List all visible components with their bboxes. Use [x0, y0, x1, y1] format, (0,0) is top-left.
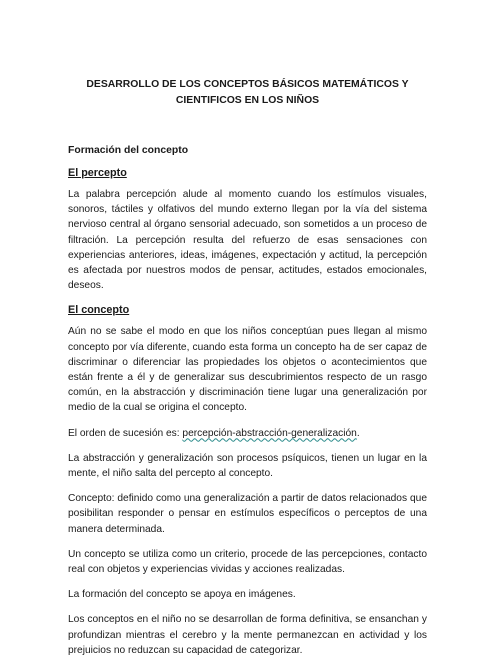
sequence-paragraph — [68, 426, 427, 441]
concepto-paragraph-1: Aún no se sabe el modo en que los niños conceptúan pues llegan al mismo concepto por vía diferente, cuando esta forma un concepto ha de ser capaz de discriminar o diferenciar las propiedades los objetos o acontecimientos que están frente a él y de generalizar sus descubrimientos respecto de un rasgo común, en la abstracción y discriminación tiene lugar una generalización por medio de la cual se origina el concepto. — [68, 326, 427, 414]
percepto-paragraph: La palabra percepción alude al momento cuando los estímulos visuales, sonoros, táctiles y olfativos del mundo externo llegan por la vía del sistema nervioso central al órgano sensorial adecuado, son sometidos a un proceso de filtración. La percepción resulta del refuerzo de esas sensaciones con experiencias anteriores, ideas, imágenes, expectación y actitud, la percepción es afectada por nuestros modos de pensar, actitudes, estados emocionales, deseos. — [68, 189, 427, 292]
section-title: Formación del concepto — [68, 145, 189, 156]
concepto-paragraph-3: Concepto: definido como una generalización a partir de datos relacionados que posibilitan responder o pensar en estímulos específicos o perceptos de una manera determinada. — [68, 493, 427, 535]
sequence-suffix: . — [356, 427, 360, 439]
concepto-paragraph-5: La formación del concepto se apoya en imágenes. — [68, 589, 296, 601]
concepto-heading: El concepto — [68, 304, 130, 317]
concepto-paragraph-4: Un concepto se utiliza como un criterio, procede de las percepciones, contacto real con objetos y experiencias vividas y acciones realizadas. — [68, 548, 427, 576]
concepto-paragraph-2: La abstracción y generalización son procesos psíquicos, tienen un lugar en la mente, el niño salta del percepto al concepto. — [68, 452, 427, 480]
document-title: DESARROLLO DE LOS CONCEPTOS BÁSICOS MATEMÁTICOS Y CIENTIFICOS EN LOS NIÑOS — [86, 79, 409, 106]
concepto-paragraph-6: Los conceptos en el niño no se desarrollan de forma definitiva, se ensanchan y profundizan mientras el cerebro y la mente permanezcan en actividad y los prejuicios no reduzcan su capacidad de categorizar. — [68, 614, 427, 656]
sequence-prefix: El orden de sucesión es: — [68, 427, 183, 439]
sequence-term: percepción-abstracción-generalización — [182, 427, 357, 439]
percepto-heading: El percepto — [68, 167, 127, 179]
